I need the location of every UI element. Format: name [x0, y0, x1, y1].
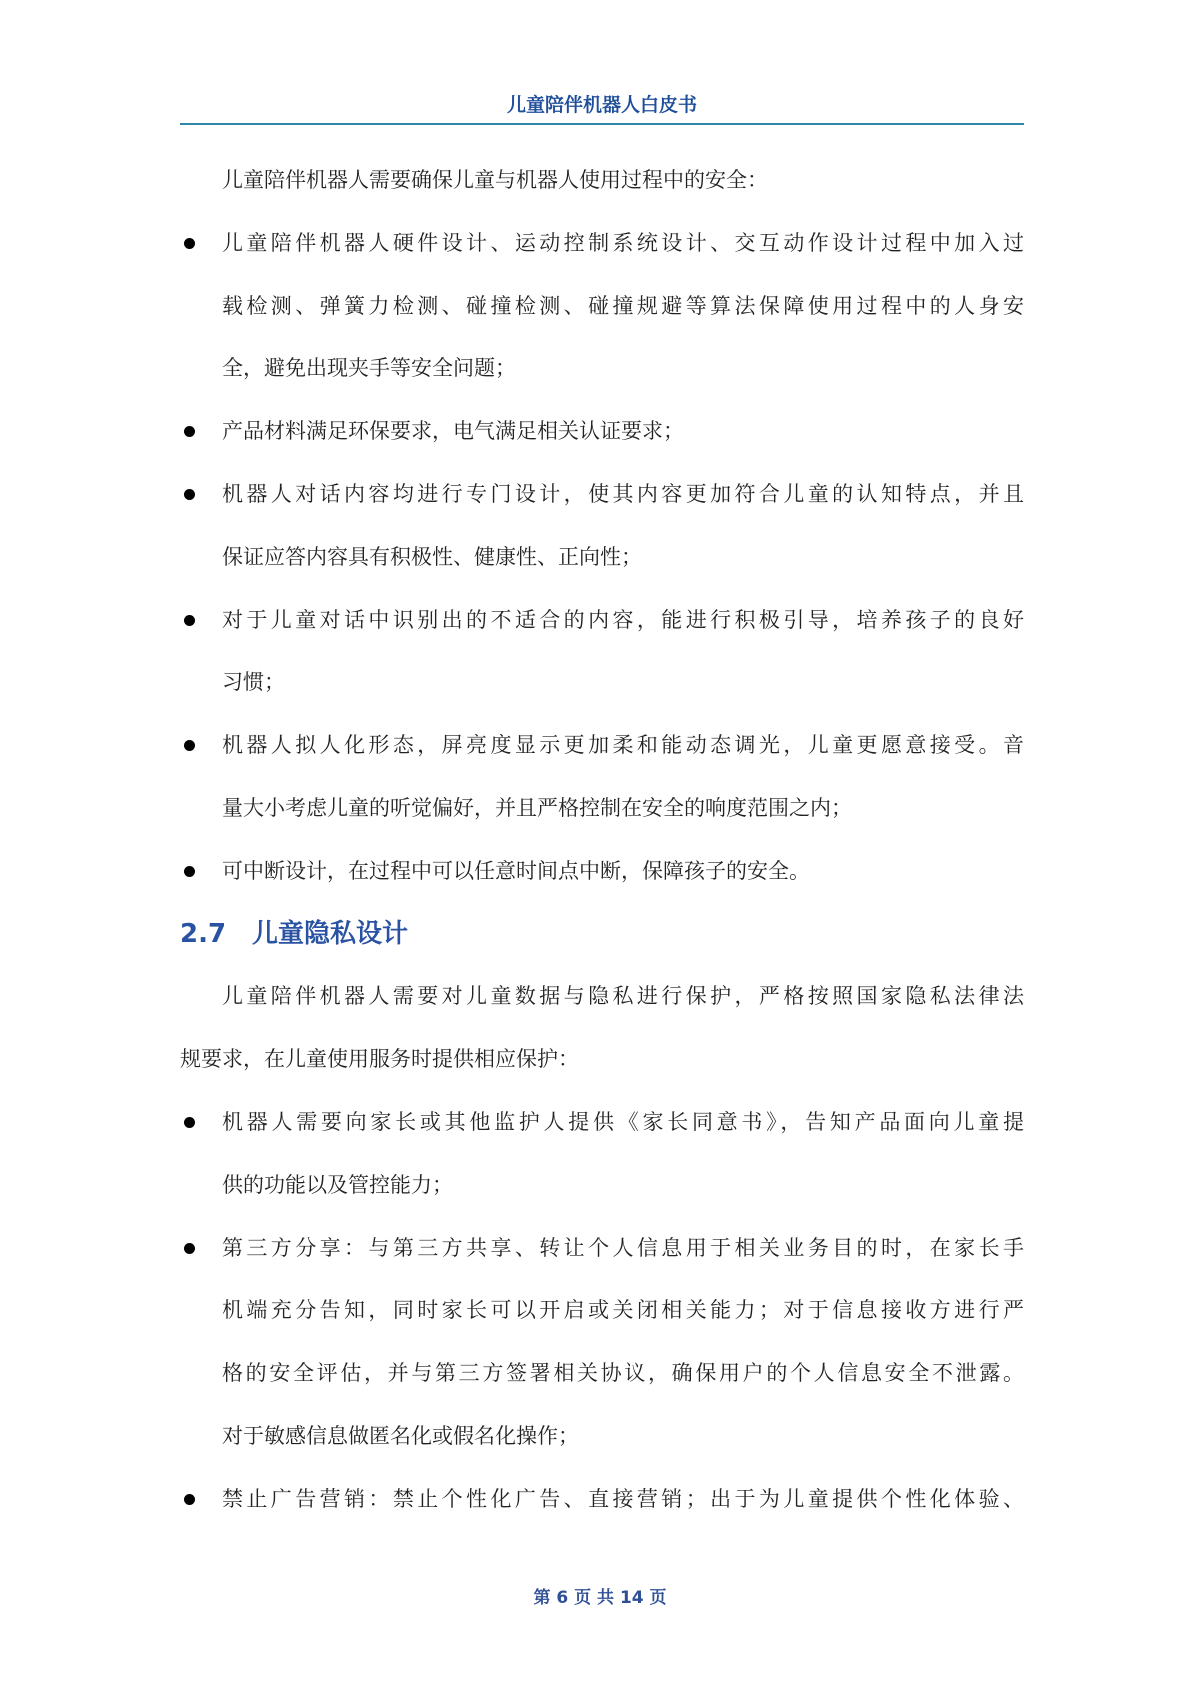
bullet-text: 第三方分享：与第三方共享、转让个人信息用于相关业务目的时，在家长手 [222, 1235, 1024, 1260]
bullet-item-line [180, 275, 1024, 338]
intro-paragraph: 儿童陪伴机器人需要确保儿童与机器人使用过程中的安全： [222, 168, 768, 192]
bullet-icon [184, 489, 195, 500]
bullet-text: 习惯； [222, 670, 285, 695]
bullet-text: 载检测、弹簧力检测、碰撞检测、碰撞规避等算法保障使用过程中的人身安 [222, 293, 1024, 318]
bullet-text: 机器人需要向家长或其他监护人提供《家长同意书》，告知产品面向儿童提 [222, 1109, 1024, 1134]
bullet-item-line [180, 777, 1024, 840]
bullet-icon [184, 740, 195, 751]
privacy-bullet-list [180, 1091, 1024, 1531]
document-header-title: 儿童陪伴机器人白皮书 [506, 94, 697, 116]
page-number: 第 6 页 共 14 页 [533, 1588, 667, 1608]
bullet-item-line [180, 840, 1024, 903]
bullet-text: 儿童陪伴机器人硬件设计、运动控制系统设计、交互动作设计过程中加入过 [222, 230, 1024, 255]
bullet-icon [184, 238, 195, 249]
bullet-item-line [180, 651, 1024, 714]
bullet-item-line [180, 1091, 1024, 1154]
header-divider [180, 123, 1024, 125]
bullet-text: 机端充分告知，同时家长可以开启或关闭相关能力；对于信息接收方进行严 [222, 1298, 1024, 1323]
bullet-text: 产品材料满足环保要求，电气满足相关认证要求； [222, 419, 684, 444]
page-body [180, 149, 1024, 1531]
bullet-icon [184, 866, 195, 877]
bullet-item-line [180, 212, 1024, 275]
bullet-item-line [180, 1217, 1024, 1280]
section-heading [180, 903, 1024, 966]
privacy-intro-line: 规要求，在儿童使用服务时提供相应保护： [180, 1047, 579, 1072]
bullet-item-line [180, 1154, 1024, 1217]
section-title: 儿童隐私设计 [252, 918, 409, 949]
bullet-item-line [180, 714, 1024, 777]
bullet-text: 保证应答内容具有积极性、健康性、正向性； [222, 544, 642, 569]
bullet-item-line [180, 1468, 1024, 1531]
bullet-item-line [180, 337, 1024, 400]
bullet-item-line [180, 463, 1024, 526]
bullet-item-line [180, 526, 1024, 589]
bullet-item-line [180, 1405, 1024, 1468]
bullet-text: 可中断设计，在过程中可以任意时间点中断，保障孩子的安全。 [222, 858, 810, 883]
section-number: 2.7 [180, 918, 227, 949]
bullet-item-line [180, 589, 1024, 652]
bullet-text: 供的功能以及管控能力； [222, 1172, 453, 1197]
bullet-icon [184, 615, 195, 626]
bullet-icon [184, 1494, 195, 1505]
bullet-icon [184, 426, 195, 437]
bullet-text: 格的安全评估，并与第三方签署相关协议，确保用户的个人信息安全不泄露。 [222, 1361, 1024, 1386]
bullet-text: 全，避免出现夹手等安全问题； [222, 356, 516, 381]
bullet-icon [184, 1117, 195, 1128]
bullet-text: 量大小考虑儿童的听觉偏好，并且严格控制在安全的响度范围之内； [222, 795, 852, 820]
bullet-text: 机器人对话内容均进行专门设计，使其内容更加符合儿童的认知特点，并且 [222, 481, 1024, 506]
bullet-item-line [180, 400, 1024, 463]
bullet-text: 机器人拟人化形态，屏亮度显示更加柔和能动态调光，儿童更愿意接受。音 [222, 733, 1024, 758]
privacy-intro-line: 儿童陪伴机器人需要对儿童数据与隐私进行保护，严格按照国家隐私法律法 [222, 984, 1024, 1009]
safety-bullet-list [180, 212, 1024, 903]
bullet-icon [184, 1243, 195, 1254]
bullet-item-line [180, 1279, 1024, 1342]
bullet-text: 对于儿童对话中识别出的不适合的内容，能进行积极引导，培养孩子的良好 [222, 607, 1024, 632]
bullet-text: 对于敏感信息做匿名化或假名化操作； [222, 1423, 579, 1448]
bullet-text: 禁止广告营销：禁止个性化广告、直接营销；出于为儿童提供个性化体验、 [222, 1486, 1024, 1511]
bullet-item-line [180, 1342, 1024, 1405]
